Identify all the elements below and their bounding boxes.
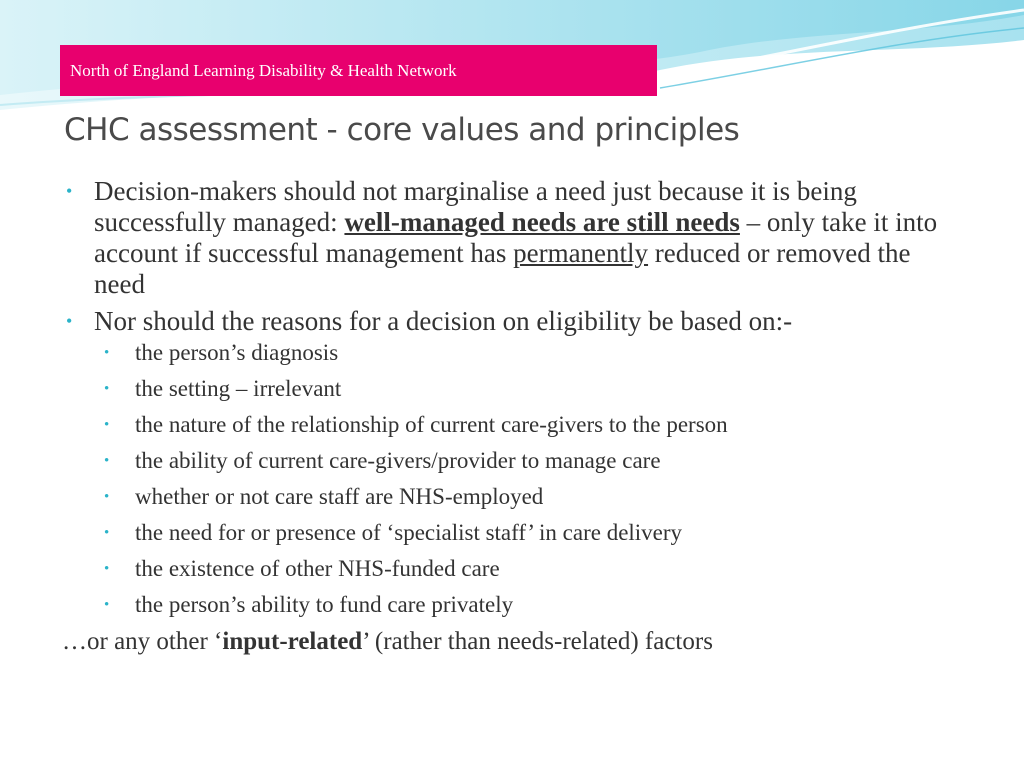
sub-bullet-item: • the existence of other NHS-funded care [94, 555, 962, 583]
closing-suffix: ’ (rather than needs-related) factors [362, 628, 713, 655]
bullet-item [62, 306, 962, 619]
bullet-underline: permanently [513, 238, 649, 268]
sub-bullet-item: • the nature of the relationship of current care-givers to the person [94, 411, 962, 439]
network-banner [60, 45, 657, 96]
bullet-list [62, 176, 962, 619]
sub-bullet-item: • the person’s ability to fund care privately [94, 591, 962, 619]
sub-bullet-item: • the need for or presence of ‘specialist staff’ in care delivery [94, 519, 962, 547]
bullet-text: Nor should the reasons for a decision on eligibility be based on:- [94, 306, 793, 336]
closing-line [62, 627, 962, 657]
closing-bold: input-related [222, 628, 363, 655]
sub-bullet-item: • the person’s diagnosis [94, 339, 962, 367]
bullet-text: – only take it into account if successful management has [94, 207, 938, 268]
bullet-item [62, 176, 962, 300]
slide-title: CHC assessment - core values and principles [64, 112, 740, 148]
sub-bullet-item: • the ability of current care-givers/provider to manage care [94, 447, 962, 475]
bullet-emphasis: well-managed needs are still needs [344, 207, 740, 237]
slide-body [62, 176, 962, 657]
sub-bullet-item: • whether or not care staff are NHS-employed [94, 483, 962, 511]
banner-text: North of England Learning Disability & Health Network [70, 60, 457, 80]
bullet-text: Decision-makers should not marginalise a need just because it is being successfully managed: [94, 176, 857, 237]
sub-bullet-item: • the setting – irrelevant [94, 375, 962, 403]
closing-prefix: …or any other ‘ [62, 628, 223, 655]
bullet-text: reduced or removed the need [94, 238, 911, 299]
sub-bullet-list [94, 339, 962, 619]
